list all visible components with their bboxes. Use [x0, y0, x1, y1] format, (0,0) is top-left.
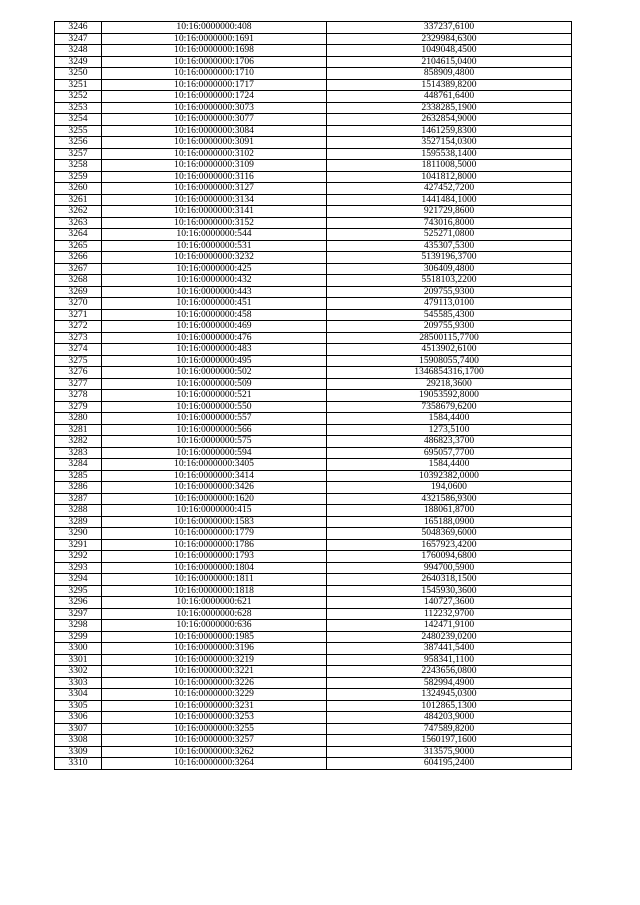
row-number-cell: 3250	[55, 68, 102, 80]
cadastral-number-cell: 10:16:0000000:3134	[102, 194, 327, 206]
row-number-cell: 3254	[55, 114, 102, 126]
cadastral-number-cell: 10:16:0000000:3226	[102, 677, 327, 689]
row-number-cell: 3275	[55, 355, 102, 367]
row-number-cell: 3270	[55, 298, 102, 310]
table-row	[55, 309, 572, 321]
value-cell: 1584,4400	[327, 459, 572, 471]
table-row	[55, 45, 572, 57]
table-row	[55, 666, 572, 678]
row-number-cell: 3257	[55, 148, 102, 160]
value-cell: 525271,0800	[327, 229, 572, 241]
row-number-cell: 3305	[55, 700, 102, 712]
row-number-cell: 3299	[55, 631, 102, 643]
cadastral-number-cell: 10:16:0000000:502	[102, 367, 327, 379]
cadastral-number-cell: 10:16:0000000:458	[102, 309, 327, 321]
table-row	[55, 516, 572, 528]
row-number-cell: 3258	[55, 160, 102, 172]
row-number-cell: 3280	[55, 413, 102, 425]
cadastral-number-cell: 10:16:0000000:557	[102, 413, 327, 425]
cadastral-number-cell: 10:16:0000000:1583	[102, 516, 327, 528]
cadastral-number-cell: 10:16:0000000:3231	[102, 700, 327, 712]
table-row	[55, 654, 572, 666]
row-number-cell: 3281	[55, 424, 102, 436]
value-cell: 545585,4300	[327, 309, 572, 321]
row-number-cell: 3273	[55, 332, 102, 344]
value-cell: 3527154,0300	[327, 137, 572, 149]
table-row	[55, 183, 572, 195]
table-row	[55, 229, 572, 241]
value-cell: 1324945,0300	[327, 689, 572, 701]
row-number-cell: 3246	[55, 22, 102, 34]
table-row	[55, 263, 572, 275]
table-row	[55, 447, 572, 459]
value-cell: 1584,4400	[327, 413, 572, 425]
table-row	[55, 493, 572, 505]
cadastral-number-cell: 10:16:0000000:1985	[102, 631, 327, 643]
table-row	[55, 275, 572, 287]
table-row	[55, 217, 572, 229]
value-cell: 15908055,7400	[327, 355, 572, 367]
value-cell: 484203,9000	[327, 712, 572, 724]
value-cell: 313575,9000	[327, 746, 572, 758]
cadastral-number-cell: 10:16:0000000:531	[102, 240, 327, 252]
table-row	[55, 758, 572, 770]
cadastral-number-cell: 10:16:0000000:3127	[102, 183, 327, 195]
table-row	[55, 125, 572, 137]
row-number-cell: 3262	[55, 206, 102, 218]
table-row	[55, 631, 572, 643]
row-number-cell: 3286	[55, 482, 102, 494]
table-row	[55, 114, 572, 126]
table-row	[55, 608, 572, 620]
row-number-cell: 3310	[55, 758, 102, 770]
row-number-cell: 3285	[55, 470, 102, 482]
value-cell: 958341,1100	[327, 654, 572, 666]
table-row	[55, 79, 572, 91]
value-cell: 2632854,9000	[327, 114, 572, 126]
row-number-cell: 3282	[55, 436, 102, 448]
row-number-cell: 3291	[55, 539, 102, 551]
cadastral-number-cell: 10:16:0000000:1793	[102, 551, 327, 563]
row-number-cell: 3249	[55, 56, 102, 68]
table-row	[55, 148, 572, 160]
cadastral-number-cell: 10:16:0000000:1786	[102, 539, 327, 551]
row-number-cell: 3265	[55, 240, 102, 252]
cadastral-number-cell: 10:16:0000000:628	[102, 608, 327, 620]
value-cell: 858909,4800	[327, 68, 572, 80]
cadastral-number-cell: 10:16:0000000:621	[102, 597, 327, 609]
cadastral-number-cell: 10:16:0000000:469	[102, 321, 327, 333]
table-row	[55, 585, 572, 597]
cadastral-number-cell: 10:16:0000000:544	[102, 229, 327, 241]
row-number-cell: 3268	[55, 275, 102, 287]
value-cell: 337237,6100	[327, 22, 572, 34]
value-cell: 1012865,1300	[327, 700, 572, 712]
table-row	[55, 137, 572, 149]
value-cell: 1657923,4200	[327, 539, 572, 551]
table-row	[55, 171, 572, 183]
row-number-cell: 3263	[55, 217, 102, 229]
table-row	[55, 298, 572, 310]
cadastral-number-cell: 10:16:0000000:495	[102, 355, 327, 367]
table-row	[55, 91, 572, 103]
row-number-cell: 3284	[55, 459, 102, 471]
table-row	[55, 206, 572, 218]
cadastral-number-cell: 10:16:0000000:3073	[102, 102, 327, 114]
cadastral-number-cell: 10:16:0000000:3102	[102, 148, 327, 160]
cadastral-number-cell: 10:16:0000000:1779	[102, 528, 327, 540]
cadastral-number-cell: 10:16:0000000:1620	[102, 493, 327, 505]
data-table	[54, 21, 572, 770]
cadastral-number-cell: 10:16:0000000:3084	[102, 125, 327, 137]
cadastral-number-cell: 10:16:0000000:3152	[102, 217, 327, 229]
table-row	[55, 33, 572, 45]
cadastral-number-cell: 10:16:0000000:3255	[102, 723, 327, 735]
row-number-cell: 3266	[55, 252, 102, 264]
table-row	[55, 723, 572, 735]
cadastral-number-cell: 10:16:0000000:3262	[102, 746, 327, 758]
row-number-cell: 3272	[55, 321, 102, 333]
value-cell: 194,0600	[327, 482, 572, 494]
cadastral-number-cell: 10:16:0000000:1706	[102, 56, 327, 68]
row-number-cell: 3298	[55, 620, 102, 632]
table-row	[55, 528, 572, 540]
row-number-cell: 3287	[55, 493, 102, 505]
row-number-cell: 3290	[55, 528, 102, 540]
value-cell: 743016,8000	[327, 217, 572, 229]
value-cell: 1441484,1000	[327, 194, 572, 206]
value-cell: 2104615,0400	[327, 56, 572, 68]
table-row	[55, 390, 572, 402]
cadastral-number-cell: 10:16:0000000:3091	[102, 137, 327, 149]
row-number-cell: 3289	[55, 516, 102, 528]
row-number-cell: 3292	[55, 551, 102, 563]
cadastral-number-cell: 10:16:0000000:575	[102, 436, 327, 448]
value-cell: 1811008,5000	[327, 160, 572, 172]
cadastral-number-cell: 10:16:0000000:3077	[102, 114, 327, 126]
table-row	[55, 401, 572, 413]
cadastral-number-cell: 10:16:0000000:3141	[102, 206, 327, 218]
cadastral-number-cell: 10:16:0000000:550	[102, 401, 327, 413]
row-number-cell: 3295	[55, 585, 102, 597]
table-row	[55, 332, 572, 344]
value-cell: 5139196,3700	[327, 252, 572, 264]
cadastral-number-cell: 10:16:0000000:451	[102, 298, 327, 310]
table-row	[55, 539, 572, 551]
value-cell: 4321586,9300	[327, 493, 572, 505]
value-cell: 306409,4800	[327, 263, 572, 275]
cadastral-number-cell: 10:16:0000000:1811	[102, 574, 327, 586]
value-cell: 10392382,0000	[327, 470, 572, 482]
value-cell: 1760094,6800	[327, 551, 572, 563]
row-number-cell: 3309	[55, 746, 102, 758]
row-number-cell: 3247	[55, 33, 102, 45]
row-number-cell: 3269	[55, 286, 102, 298]
cadastral-number-cell: 10:16:0000000:3221	[102, 666, 327, 678]
cadastral-number-cell: 10:16:0000000:425	[102, 263, 327, 275]
table-body	[55, 22, 572, 770]
table-row	[55, 505, 572, 517]
value-cell: 747589,8200	[327, 723, 572, 735]
table-row	[55, 240, 572, 252]
row-number-cell: 3256	[55, 137, 102, 149]
cadastral-number-cell: 10:16:0000000:1818	[102, 585, 327, 597]
cadastral-number-cell: 10:16:0000000:1717	[102, 79, 327, 91]
row-number-cell: 3261	[55, 194, 102, 206]
value-cell: 2243656,0800	[327, 666, 572, 678]
cadastral-number-cell: 10:16:0000000:3219	[102, 654, 327, 666]
cadastral-number-cell: 10:16:0000000:566	[102, 424, 327, 436]
value-cell: 19053592,8000	[327, 390, 572, 402]
table-row	[55, 252, 572, 264]
row-number-cell: 3277	[55, 378, 102, 390]
value-cell: 1049048,4500	[327, 45, 572, 57]
value-cell: 5518103,2200	[327, 275, 572, 287]
cadastral-number-cell: 10:16:0000000:594	[102, 447, 327, 459]
table-row	[55, 677, 572, 689]
table-row	[55, 712, 572, 724]
value-cell: 29218,3600	[327, 378, 572, 390]
table-row	[55, 746, 572, 758]
table-row	[55, 424, 572, 436]
cadastral-number-cell: 10:16:0000000:3257	[102, 735, 327, 747]
cadastral-number-cell: 10:16:0000000:3264	[102, 758, 327, 770]
row-number-cell: 3259	[55, 171, 102, 183]
cadastral-number-cell: 10:16:0000000:3426	[102, 482, 327, 494]
value-cell: 2480239,0200	[327, 631, 572, 643]
value-cell: 7358679,6200	[327, 401, 572, 413]
cadastral-number-cell: 10:16:0000000:415	[102, 505, 327, 517]
value-cell: 1461259,8300	[327, 125, 572, 137]
value-cell: 1273,5100	[327, 424, 572, 436]
row-number-cell: 3251	[55, 79, 102, 91]
row-number-cell: 3306	[55, 712, 102, 724]
table-row	[55, 102, 572, 114]
row-number-cell: 3252	[55, 91, 102, 103]
table-row	[55, 470, 572, 482]
table-row	[55, 56, 572, 68]
row-number-cell: 3283	[55, 447, 102, 459]
table-row	[55, 194, 572, 206]
row-number-cell: 3248	[55, 45, 102, 57]
cadastral-number-cell: 10:16:0000000:3414	[102, 470, 327, 482]
table-row	[55, 413, 572, 425]
cadastral-number-cell: 10:16:0000000:3109	[102, 160, 327, 172]
value-cell: 28500115,7700	[327, 332, 572, 344]
cadastral-number-cell: 10:16:0000000:509	[102, 378, 327, 390]
table-row	[55, 574, 572, 586]
value-cell: 188061,8700	[327, 505, 572, 517]
value-cell: 142471,9100	[327, 620, 572, 632]
table-row	[55, 597, 572, 609]
cadastral-number-cell: 10:16:0000000:1804	[102, 562, 327, 574]
value-cell: 479113,0100	[327, 298, 572, 310]
row-number-cell: 3296	[55, 597, 102, 609]
table-row	[55, 735, 572, 747]
row-number-cell: 3279	[55, 401, 102, 413]
row-number-cell: 3304	[55, 689, 102, 701]
value-cell: 165188,0900	[327, 516, 572, 528]
table-row	[55, 436, 572, 448]
row-number-cell: 3264	[55, 229, 102, 241]
cadastral-number-cell: 10:16:0000000:3229	[102, 689, 327, 701]
cadastral-number-cell: 10:16:0000000:1691	[102, 33, 327, 45]
row-number-cell: 3293	[55, 562, 102, 574]
value-cell: 1346854316,1700	[327, 367, 572, 379]
value-cell: 209755,9300	[327, 321, 572, 333]
value-cell: 1545930,3600	[327, 585, 572, 597]
cadastral-number-cell: 10:16:0000000:3232	[102, 252, 327, 264]
row-number-cell: 3253	[55, 102, 102, 114]
row-number-cell: 3271	[55, 309, 102, 321]
table-row	[55, 562, 572, 574]
row-number-cell: 3294	[55, 574, 102, 586]
value-cell: 209755,9300	[327, 286, 572, 298]
cadastral-number-cell: 10:16:0000000:521	[102, 390, 327, 402]
value-cell: 112232,9700	[327, 608, 572, 620]
cadastral-number-cell: 10:16:0000000:1724	[102, 91, 327, 103]
row-number-cell: 3307	[55, 723, 102, 735]
value-cell: 140727,3600	[327, 597, 572, 609]
cadastral-number-cell: 10:16:0000000:636	[102, 620, 327, 632]
row-number-cell: 3278	[55, 390, 102, 402]
table-row	[55, 459, 572, 471]
table-row	[55, 22, 572, 34]
value-cell: 1595538,1400	[327, 148, 572, 160]
cadastral-number-cell: 10:16:0000000:408	[102, 22, 327, 34]
cadastral-number-cell: 10:16:0000000:443	[102, 286, 327, 298]
value-cell: 2338285,1900	[327, 102, 572, 114]
value-cell: 921729,8600	[327, 206, 572, 218]
table-row	[55, 620, 572, 632]
value-cell: 387441,5400	[327, 643, 572, 655]
value-cell: 448761,6400	[327, 91, 572, 103]
row-number-cell: 3274	[55, 344, 102, 356]
value-cell: 582994,4900	[327, 677, 572, 689]
cadastral-number-cell: 10:16:0000000:3116	[102, 171, 327, 183]
table-row	[55, 378, 572, 390]
table-row	[55, 367, 572, 379]
value-cell: 427452,7200	[327, 183, 572, 195]
value-cell: 994700,5900	[327, 562, 572, 574]
row-number-cell: 3301	[55, 654, 102, 666]
table-row	[55, 344, 572, 356]
value-cell: 695057,7700	[327, 447, 572, 459]
cadastral-number-cell: 10:16:0000000:3253	[102, 712, 327, 724]
table-row	[55, 68, 572, 80]
row-number-cell: 3267	[55, 263, 102, 275]
table-row	[55, 551, 572, 563]
cadastral-number-cell: 10:16:0000000:1698	[102, 45, 327, 57]
value-cell: 486823,3700	[327, 436, 572, 448]
cadastral-number-cell: 10:16:0000000:1710	[102, 68, 327, 80]
value-cell: 4513902,6100	[327, 344, 572, 356]
value-cell: 2640318,1500	[327, 574, 572, 586]
row-number-cell: 3308	[55, 735, 102, 747]
cadastral-number-cell: 10:16:0000000:483	[102, 344, 327, 356]
value-cell: 1514389,8200	[327, 79, 572, 91]
value-cell: 5048369,6000	[327, 528, 572, 540]
table-row	[55, 286, 572, 298]
row-number-cell: 3276	[55, 367, 102, 379]
value-cell: 1041812,8000	[327, 171, 572, 183]
row-number-cell: 3302	[55, 666, 102, 678]
table-row	[55, 700, 572, 712]
table-row	[55, 643, 572, 655]
row-number-cell: 3300	[55, 643, 102, 655]
table-row	[55, 689, 572, 701]
cadastral-number-cell: 10:16:0000000:476	[102, 332, 327, 344]
row-number-cell: 3303	[55, 677, 102, 689]
value-cell: 2329984,6300	[327, 33, 572, 45]
table-row	[55, 482, 572, 494]
row-number-cell: 3260	[55, 183, 102, 195]
table-row	[55, 160, 572, 172]
value-cell: 435307,5300	[327, 240, 572, 252]
cadastral-number-cell: 10:16:0000000:3196	[102, 643, 327, 655]
row-number-cell: 3288	[55, 505, 102, 517]
row-number-cell: 3255	[55, 125, 102, 137]
cadastral-number-cell: 10:16:0000000:3405	[102, 459, 327, 471]
table-row	[55, 355, 572, 367]
row-number-cell: 3297	[55, 608, 102, 620]
value-cell: 604195,2400	[327, 758, 572, 770]
value-cell: 1560197,1600	[327, 735, 572, 747]
table-row	[55, 321, 572, 333]
cadastral-number-cell: 10:16:0000000:432	[102, 275, 327, 287]
